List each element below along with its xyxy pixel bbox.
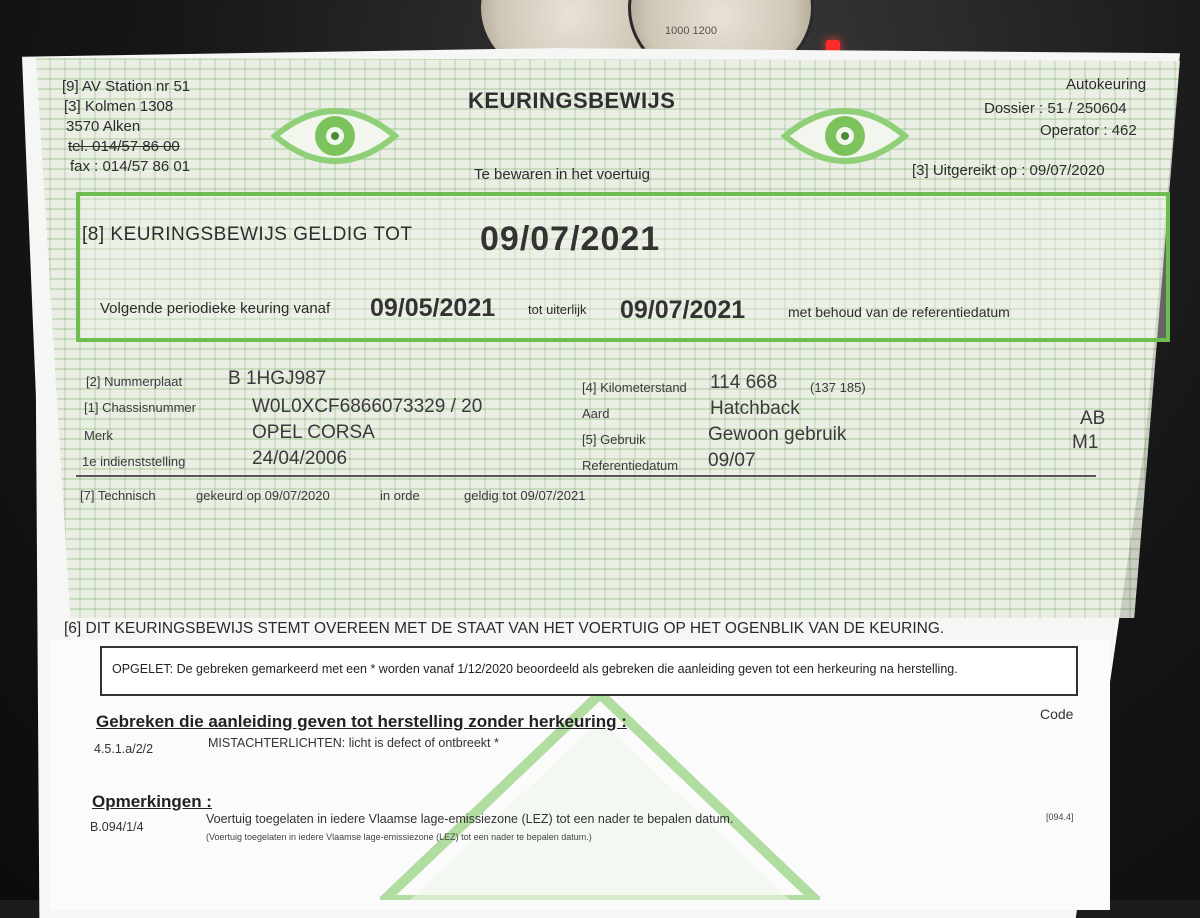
usage-value: Gewoon gebruik: [708, 424, 847, 445]
vehicle-type-code: AB: [1080, 408, 1106, 429]
remarks-heading: Opmerkingen :: [92, 792, 212, 811]
next-inspection-from: 09/05/2021: [370, 294, 496, 322]
operator-number: Operator : 462: [1040, 122, 1137, 139]
validity-label: [8] KEURINGSBEWIJS GELDIG TOT: [82, 224, 413, 245]
usage-code: M1: [1072, 432, 1099, 453]
technical-approved: gekeurd op 09/07/2020: [196, 488, 330, 503]
city-line: 3570 Alken: [66, 118, 141, 135]
issued-date: [3] Uitgereikt op : 09/07/2020: [912, 162, 1105, 179]
usage-label: [5] Gebruik: [582, 432, 646, 447]
chassis-label: [1] Chassisnummer: [84, 400, 196, 415]
plate-value: B 1HGJ987: [228, 368, 327, 389]
remark-text: Voertuig toegelaten in iedere Vlaamse lage-emissiezone (LEZ) tot een nader te bepalen datum.: [206, 812, 734, 826]
mileage-previous: (137 185): [810, 380, 866, 395]
eye-logo-right: [780, 96, 910, 176]
company-name: Autokeuring: [1066, 76, 1147, 93]
first-registration-label: 1e indienststelling: [82, 454, 186, 469]
vehicle-type-value: Hatchback: [710, 398, 800, 419]
technical-status: in orde: [380, 488, 420, 503]
technical-valid-until: geldig tot 09/07/2021: [464, 488, 586, 503]
defects-heading: Gebreken die aanleiding geven tot herstelling zonder herkeuring :: [96, 712, 627, 731]
brand-value: OPEL CORSA: [252, 422, 375, 443]
warning-text: OPGELET: De gebreken gemarkeerd met een * worden vanaf 1/12/2020 beoordeeld als gebreken die aanleiding geven tot een herkeuring na herstelling.: [112, 662, 958, 676]
remark-code: B.094/1/4: [90, 820, 144, 834]
reference-date-value: 09/07: [708, 450, 756, 471]
address-line: [3] Kolmen 1308: [64, 98, 174, 115]
code-column-header: Code: [1040, 706, 1074, 722]
document-title: KEURINGSBEWIJS: [468, 88, 676, 113]
technical-label: [7] Technisch: [80, 488, 156, 503]
fax-line: fax : 014/57 86 01: [70, 158, 191, 175]
next-inspection-suffix: met behoud van de referentiedatum: [788, 304, 1010, 320]
station-line: [9] AV Station nr 51: [62, 78, 191, 95]
next-inspection-to: 09/07/2021: [620, 296, 746, 324]
first-registration-value: 24/04/2006: [252, 448, 348, 469]
defect-description: MISTACHTERLICHTEN: licht is defect of ontbreekt *: [208, 736, 499, 750]
dossier-number: Dossier : 51 / 250604: [984, 100, 1127, 117]
mileage-value: 114 668: [710, 372, 778, 393]
remark-subtext: (Voertuig toegelaten in iedere Vlaamse lage-emissiezone (LEZ) tot een nader te bepalen datum.): [206, 832, 592, 842]
next-inspection-prefix: Volgende periodieke keuring vanaf: [100, 300, 331, 317]
keep-in-vehicle-note: Te bewaren in het voertuig: [474, 166, 650, 183]
brand-label: Merk: [84, 428, 113, 443]
vehicle-divider: [76, 475, 1096, 477]
vehicle-type-label: Aard: [582, 406, 610, 421]
remark-reference: [094.4]: [1046, 812, 1074, 822]
reference-date-label: Referentiedatum: [582, 458, 679, 473]
chassis-value: W0L0XCF6866073329 / 20: [252, 396, 483, 417]
valid-until-date: 09/07/2021: [480, 220, 661, 258]
gauge-scale: 1000 1200: [665, 25, 717, 37]
plate-label: [2] Nummerplaat: [86, 374, 183, 389]
statement-line: [6] DIT KEURINGSBEWIJS STEMT OVEREEN MET DE STAAT VAN HET VOERTUIG OP HET OGENBLIK VAN DE KEURING.: [64, 620, 945, 637]
warning-light: [826, 40, 840, 52]
tel-line: tel. 014/57 86 00: [68, 138, 180, 155]
eye-logo-left: [270, 96, 400, 176]
mileage-label: [4] Kilometerstand: [582, 380, 687, 395]
defect-code: 4.5.1.a/2/2: [94, 742, 154, 756]
next-inspection-mid: tot uiterlijk: [528, 302, 587, 317]
